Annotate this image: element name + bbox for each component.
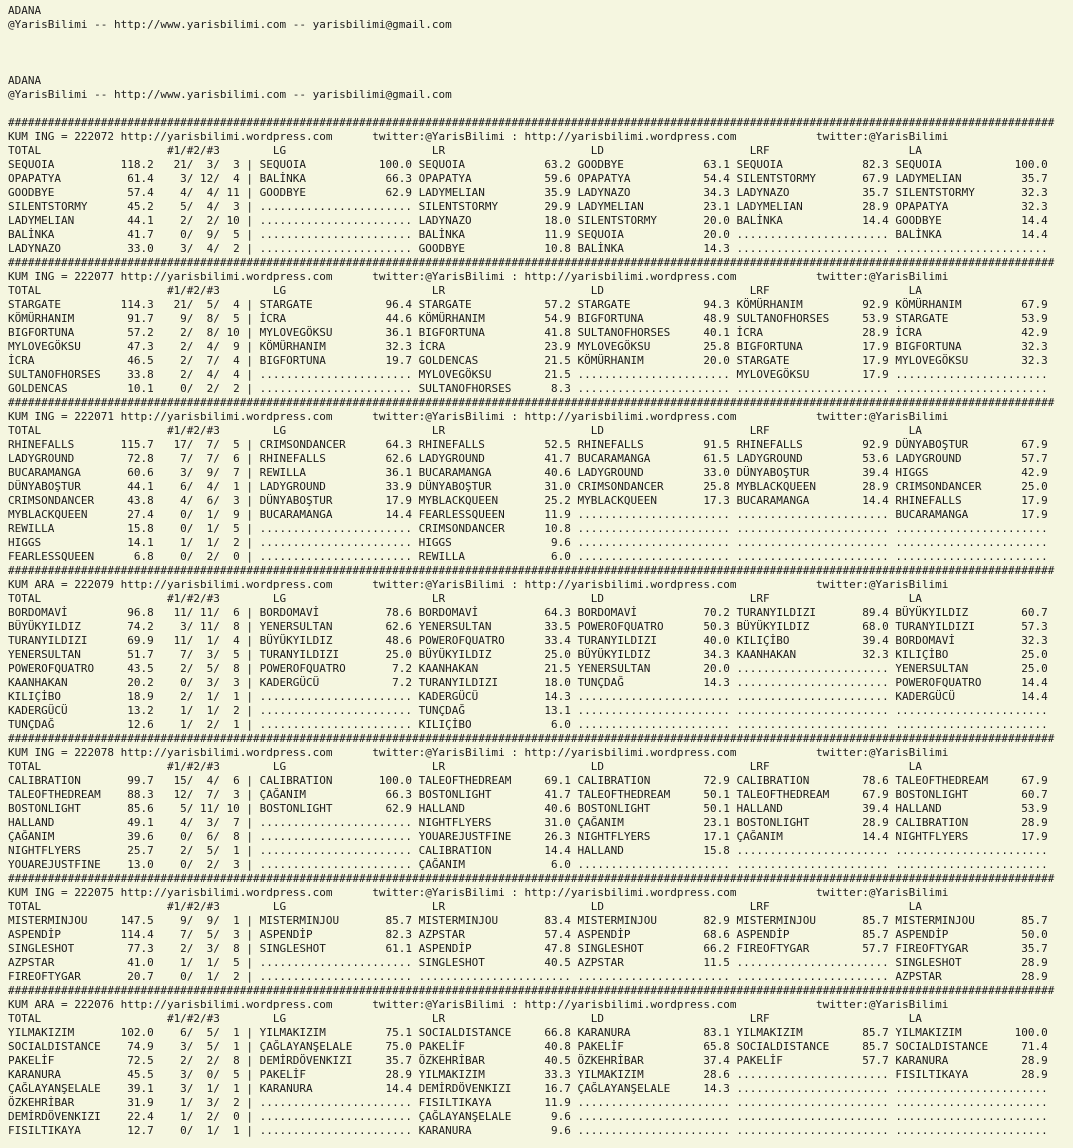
data-row: RHINEFALLS 115.7 17/ 7/ 5 | CRIMSONDANCER 64.3 RHINEFALLS 52.5 RHINEFALLS 91.5 RHINEFALLS 92.9 DÜNYABOŞTUR 67.9: [8, 438, 1055, 451]
data-row: KAANHAKAN 20.2 0/ 3/ 3 | KADERGÜCÜ 7.2 TURANYILDIZI 18.0 TUNÇDAĞ 14.3 ....................... POWEROFQUATRO 14.4: [8, 676, 1055, 689]
column-header-line: TOTAL #1/#2/#3 LG LR LD LRF LA: [8, 424, 922, 437]
block-title-line: KUM ARA = 222079 http://yarisbilimi.wordpress.com twitter:@YarisBilimi : http://yarisbilimi.wordpress.com twitter:@YarisBilimi: [8, 578, 949, 591]
data-row: SEQUOIA 118.2 21/ 3/ 3 | SEQUOIA 100.0 SEQUOIA 63.2 GOODBYE 63.1 SEQUOIA 82.3 SEQUOIA 100.0: [8, 158, 1055, 171]
separator-line: ##############################################################################################################################################################: [8, 872, 1055, 885]
data-row: FIREOFTYGAR 20.7 0/ 1/ 2 | ....................... ....................... ....................... ....................... AZPSTAR 28.9: [8, 970, 1055, 983]
separator-line: ##############################################################################################################################################################: [8, 116, 1055, 129]
separator-line: ##############################################################################################################################################################: [8, 256, 1055, 269]
data-row: MISTERMINJOU 147.5 9/ 9/ 1 | MISTERMINJOU 85.7 MISTERMINJOU 83.4 MISTERMINJOU 82.9 MISTERMINJOU 85.7 MISTERMINJOU 85.7: [8, 914, 1055, 927]
data-row: TURANYILDIZI 69.9 11/ 1/ 4 | BÜYÜKYILDIZ 48.6 POWEROFQUATRO 33.4 TURANYILDIZI 40.0 KILIÇİBO 39.4 BORDOMAVİ 32.3: [8, 634, 1055, 647]
data-row: GOLDENCAS 10.1 0/ 2/ 2 | ....................... SULTANOFHORSES 8.3 ....................... ....................... .......................: [8, 382, 1055, 395]
column-header-line: TOTAL #1/#2/#3 LG LR LD LRF LA: [8, 1012, 922, 1025]
data-row: SULTANOFHORSES 33.8 2/ 4/ 4 | ....................... MYLOVEGÖKSU 21.5 ....................... MYLOVEGÖKSU 17.9 .......................: [8, 368, 1055, 381]
data-row: CRIMSONDANCER 43.8 4/ 6/ 3 | DÜNYABOŞTUR 17.9 MYBLACKQUEEN 25.2 MYBLACKQUEEN 17.3 BUCARAMANGA 14.4 RHINEFALLS 17.9: [8, 494, 1055, 507]
block-title-line: KUM ING = 222071 http://yarisbilimi.wordpress.com twitter:@YarisBilimi : http://yarisbilimi.wordpress.com twitter:@YarisBilimi: [8, 410, 949, 423]
block-title-line: KUM ING = 222077 http://yarisbilimi.wordpress.com twitter:@YarisBilimi : http://yarisbilimi.wordpress.com twitter:@YarisBilimi: [8, 270, 949, 283]
data-row: BORDOMAVİ 96.8 11/ 11/ 6 | BORDOMAVİ 78.6 BORDOMAVİ 64.3 BORDOMAVİ 70.2 TURANYILDIZI 89.4 BÜYÜKYILDIZ 60.7: [8, 606, 1055, 619]
data-row: TUNÇDAĞ 12.6 1/ 2/ 1 | ....................... KILIÇİBO 6.0 ....................... ....................... .......................: [8, 718, 1055, 731]
data-row: İCRA 46.5 2/ 7/ 4 | BIGFORTUNA 19.7 GOLDENCAS 21.5 KÖMÜRHANIM 20.0 STARGATE 17.9 MYLOVEGÖKSU 32.3: [8, 354, 1055, 367]
data-row: KÖMÜRHANIM 91.7 9/ 8/ 5 | İCRA 44.6 KÖMÜRHANIM 54.9 BIGFORTUNA 48.9 SULTANOFHORSES 53.9 STARGATE 53.9: [8, 312, 1055, 325]
race-blocks: [8, 116, 1073, 1138]
data-row: KADERGÜCÜ 13.2 1/ 1/ 2 | ....................... TUNÇDAĞ 13.1 ....................... ....................... .......................: [8, 704, 1055, 717]
data-row: TALEOFTHEDREAM 88.3 12/ 7/ 3 | ÇAĞANIM 66.3 BOSTONLIGHT 41.7 TALEOFTHEDREAM 50.1 TALEOFTHEDREAM 67.9 BOSTONLIGHT 60.7: [8, 788, 1055, 801]
contact-line: @YarisBilimi -- http://www.yarisbilimi.com -- yarisbilimi@gmail.com: [8, 88, 452, 101]
separator-line: ##############################################################################################################################################################: [8, 564, 1055, 577]
data-row: YOUAREJUSTFINE 13.0 0/ 2/ 3 | ....................... ÇAĞANIM 6.0 ....................... ....................... .......................: [8, 858, 1055, 871]
data-row: BUCARAMANGA 60.6 3/ 9/ 7 | REWILLA 36.1 BUCARAMANGA 40.6 LADYGROUND 33.0 DÜNYABOŞTUR 39.4 HIGGS 42.9: [8, 466, 1055, 479]
data-row: HALLAND 49.1 4/ 3/ 7 | ....................... NIGHTFLYERS 31.0 ÇAĞANIM 23.1 BOSTONLIGHT 28.9 CALIBRATION 28.9: [8, 816, 1055, 829]
data-row: ÇAĞLAYANŞELALE 39.1 3/ 1/ 1 | KARANURA 14.4 DEMİRDÖVENKIZI 16.7 ÇAĞLAYANŞELALE 14.3 ....................... .......................: [8, 1082, 1055, 1095]
block-title-line: KUM ING = 222075 http://yarisbilimi.wordpress.com twitter:@YarisBilimi : http://yarisbilimi.wordpress.com twitter:@YarisBilimi: [8, 886, 949, 899]
data-row: PAKELİF 72.5 2/ 2/ 8 | DEMİRDÖVENKIZI 35.7 ÖZKEHRİBAR 40.5 ÖZKEHRİBAR 37.4 PAKELİF 57.7 KARANURA 28.9: [8, 1054, 1055, 1067]
separator-line: ##############################################################################################################################################################: [8, 732, 1055, 745]
blank-line: [8, 102, 1073, 116]
column-header-line: TOTAL #1/#2/#3 LG LR LD LRF LA: [8, 900, 922, 913]
data-row: LADYMELIAN 44.1 2/ 2/ 10 | ....................... LADYNAZO 18.0 SILENTSTORMY 20.0 BALİNKA 14.4 GOODBYE 14.4: [8, 214, 1055, 227]
blank-line: [8, 32, 1073, 46]
block-title-line: KUM ARA = 222076 http://yarisbilimi.wordpress.com twitter:@YarisBilimi : http://yarisbilimi.wordpress.com twitter:@YarisBilimi: [8, 998, 949, 1011]
data-row: FEARLESSQUEEN 6.8 0/ 2/ 0 | ....................... REWILLA 6.0 ....................... ....................... .......................: [8, 550, 1055, 563]
data-row: BIGFORTUNA 57.2 2/ 8/ 10 | MYLOVEGÖKSU 36.1 BIGFORTUNA 41.8 SULTANOFHORSES 40.1 İCRA 28.9 İCRA 42.9: [8, 326, 1055, 339]
data-row: LADYGROUND 72.8 7/ 7/ 6 | RHINEFALLS 62.6 LADYGROUND 41.7 BUCARAMANGA 61.5 LADYGROUND 53.6 LADYGROUND 57.7: [8, 452, 1055, 465]
data-row: KILIÇİBO 18.9 2/ 1/ 1 | ....................... KADERGÜCÜ 14.3 ....................... ....................... KADERGÜCÜ 14.4: [8, 690, 1055, 703]
data-row: SOCIALDISTANCE 74.9 3/ 5/ 1 | ÇAĞLAYANŞELALE 75.0 PAKELİF 40.8 PAKELİF 65.8 SOCIALDISTANCE 85.7 SOCIALDISTANCE 71.4: [8, 1040, 1055, 1053]
blank-line: [8, 46, 1073, 60]
data-row: NIGHTFLYERS 25.7 2/ 5/ 1 | ....................... CALIBRATION 14.4 HALLAND 15.8 ....................... .......................: [8, 844, 1055, 857]
data-row: BÜYÜKYILDIZ 74.2 3/ 11/ 8 | YENERSULTAN 62.6 YENERSULTAN 33.5 POWEROFQUATRO 50.3 BÜYÜKYILDIZ 68.0 TURANYILDIZI 57.3: [8, 620, 1055, 633]
data-row: ÖZKEHRİBAR 31.9 1/ 3/ 2 | ....................... FISILTIKAYA 11.9 ....................... ....................... .......................: [8, 1096, 1055, 1109]
column-header-line: TOTAL #1/#2/#3 LG LR LD LRF LA: [8, 592, 922, 605]
data-row: ASPENDİP 114.4 7/ 5/ 3 | ASPENDİP 82.3 AZPSTAR 57.4 ASPENDİP 68.6 ASPENDİP 85.7 ASPENDİP 50.0: [8, 928, 1055, 941]
column-header-line: TOTAL #1/#2/#3 LG LR LD LRF LA: [8, 760, 922, 773]
data-row: MYBLACKQUEEN 27.4 0/ 1/ 9 | BUCARAMANGA 14.4 FEARLESSQUEEN 11.9 ....................... ....................... BUCARAMANGA 17.9: [8, 508, 1055, 521]
data-row: LADYNAZO 33.0 3/ 4/ 2 | ....................... GOODBYE 10.8 BALİNKA 14.3 ....................... .......................: [8, 242, 1055, 255]
data-row: YENERSULTAN 51.7 7/ 3/ 5 | TURANYILDIZI 25.0 BÜYÜKYILDIZ 25.0 BÜYÜKYILDIZ 34.3 KAANHAKAN 32.3 KILIÇİBO 25.0: [8, 648, 1055, 661]
column-header-line: TOTAL #1/#2/#3 LG LR LD LRF LA: [8, 284, 922, 297]
data-row: HIGGS 14.1 1/ 1/ 2 | ....................... HIGGS 9.6 ....................... ....................... .......................: [8, 536, 1055, 549]
separator-line: ##############################################################################################################################################################: [8, 396, 1055, 409]
block-title-line: KUM ING = 222078 http://yarisbilimi.wordpress.com twitter:@YarisBilimi : http://yarisbilimi.wordpress.com twitter:@YarisBilimi: [8, 746, 949, 759]
data-row: GOODBYE 57.4 4/ 4/ 11 | GOODBYE 62.9 LADYMELIAN 35.9 LADYNAZO 34.3 LADYNAZO 35.7 SILENTSTORMY 32.3: [8, 186, 1055, 199]
data-row: ÇAĞANIM 39.6 0/ 6/ 8 | ....................... YOUAREJUSTFINE 26.3 NIGHTFLYERS 17.1 ÇAĞANIM 14.4 NIGHTFLYERS 17.9: [8, 830, 1055, 843]
column-header-line: TOTAL #1/#2/#3 LG LR LD LRF LA: [8, 144, 922, 157]
data-row: AZPSTAR 41.0 1/ 1/ 5 | ....................... SINGLESHOT 40.5 AZPSTAR 11.5 ....................... SINGLESHOT 28.9: [8, 956, 1055, 969]
blank-line: [8, 60, 1073, 74]
data-row: SINGLESHOT 77.3 2/ 3/ 8 | SINGLESHOT 61.1 ASPENDİP 47.8 SINGLESHOT 66.2 FIREOFTYGAR 57.7 FIREOFTYGAR 35.7: [8, 942, 1055, 955]
data-row: OPAPATYA 61.4 3/ 12/ 4 | BALİNKA 66.3 OPAPATYA 59.6 OPAPATYA 54.4 SILENTSTORMY 67.9 LADYMELIAN 35.7: [8, 172, 1055, 185]
data-row: REWILLA 15.8 0/ 1/ 5 | ....................... CRIMSONDANCER 10.8 ....................... ....................... .......................: [8, 522, 1055, 535]
data-row: STARGATE 114.3 21/ 5/ 4 | STARGATE 96.4 STARGATE 57.2 STARGATE 94.3 KÖMÜRHANIM 92.9 KÖMÜRHANIM 67.9: [8, 298, 1055, 311]
data-row: DÜNYABOŞTUR 44.1 6/ 4/ 1 | LADYGROUND 33.9 DÜNYABOŞTUR 31.0 CRIMSONDANCER 25.8 MYBLACKQUEEN 28.9 CRIMSONDANCER 25.0: [8, 480, 1055, 493]
data-row: CALIBRATION 99.7 15/ 4/ 6 | CALIBRATION 100.0 TALEOFTHEDREAM 69.1 CALIBRATION 72.9 CALIBRATION 78.6 TALEOFTHEDREAM 67.9: [8, 774, 1055, 787]
data-row: YILMAKIZIM 102.0 6/ 5/ 1 | YILMAKIZIM 75.1 SOCIALDISTANCE 66.8 KARANURA 83.1 YILMAKIZIM 85.7 YILMAKIZIM 100.0: [8, 1026, 1055, 1039]
data-row: KARANURA 45.5 3/ 0/ 5 | PAKELİF 28.9 YILMAKIZIM 33.3 YILMAKIZIM 28.6 ....................... FISILTIKAYA 28.9: [8, 1068, 1055, 1081]
contact-line: @YarisBilimi -- http://www.yarisbilimi.com -- yarisbilimi@gmail.com: [8, 18, 452, 31]
separator-line: ##############################################################################################################################################################: [8, 984, 1055, 997]
data-row: FISILTIKAYA 12.7 0/ 1/ 1 | ....................... KARANURA 9.6 ....................... ....................... .......................: [8, 1124, 1055, 1137]
data-row: POWEROFQUATRO 43.5 2/ 5/ 8 | POWEROFQUATRO 7.2 KAANHAKAN 21.5 YENERSULTAN 20.0 ....................... YENERSULTAN 25.0: [8, 662, 1055, 675]
block-title-line: KUM ING = 222072 http://yarisbilimi.wordpress.com twitter:@YarisBilimi : http://yarisbilimi.wordpress.com twitter:@YarisBilimi: [8, 130, 949, 143]
location-title: ADANA: [8, 74, 42, 87]
location-title: ADANA: [8, 4, 42, 17]
data-row: BALİNKA 41.7 0/ 9/ 5 | ....................... BALİNKA 11.9 SEQUOIA 20.0 ....................... BALİNKA 14.4: [8, 228, 1055, 241]
data-row: SILENTSTORMY 45.2 5/ 4/ 3 | ....................... SILENTSTORMY 29.9 LADYMELIAN 23.1 LADYMELIAN 28.9 OPAPATYA 32.3: [8, 200, 1055, 213]
data-row: DEMİRDÖVENKIZI 22.4 1/ 2/ 0 | ....................... ÇAĞLAYANŞELALE 9.6 ....................... ....................... .......................: [8, 1110, 1055, 1123]
data-row: MYLOVEGÖKSU 47.3 2/ 4/ 9 | KÖMÜRHANIM 32.3 İCRA 23.9 MYLOVEGÖKSU 25.8 BIGFORTUNA 17.9 BIGFORTUNA 32.3: [8, 340, 1055, 353]
data-row: BOSTONLIGHT 85.6 5/ 11/ 10 | BOSTONLIGHT 62.9 HALLAND 40.6 BOSTONLIGHT 50.1 HALLAND 39.4 HALLAND 53.9: [8, 802, 1055, 815]
